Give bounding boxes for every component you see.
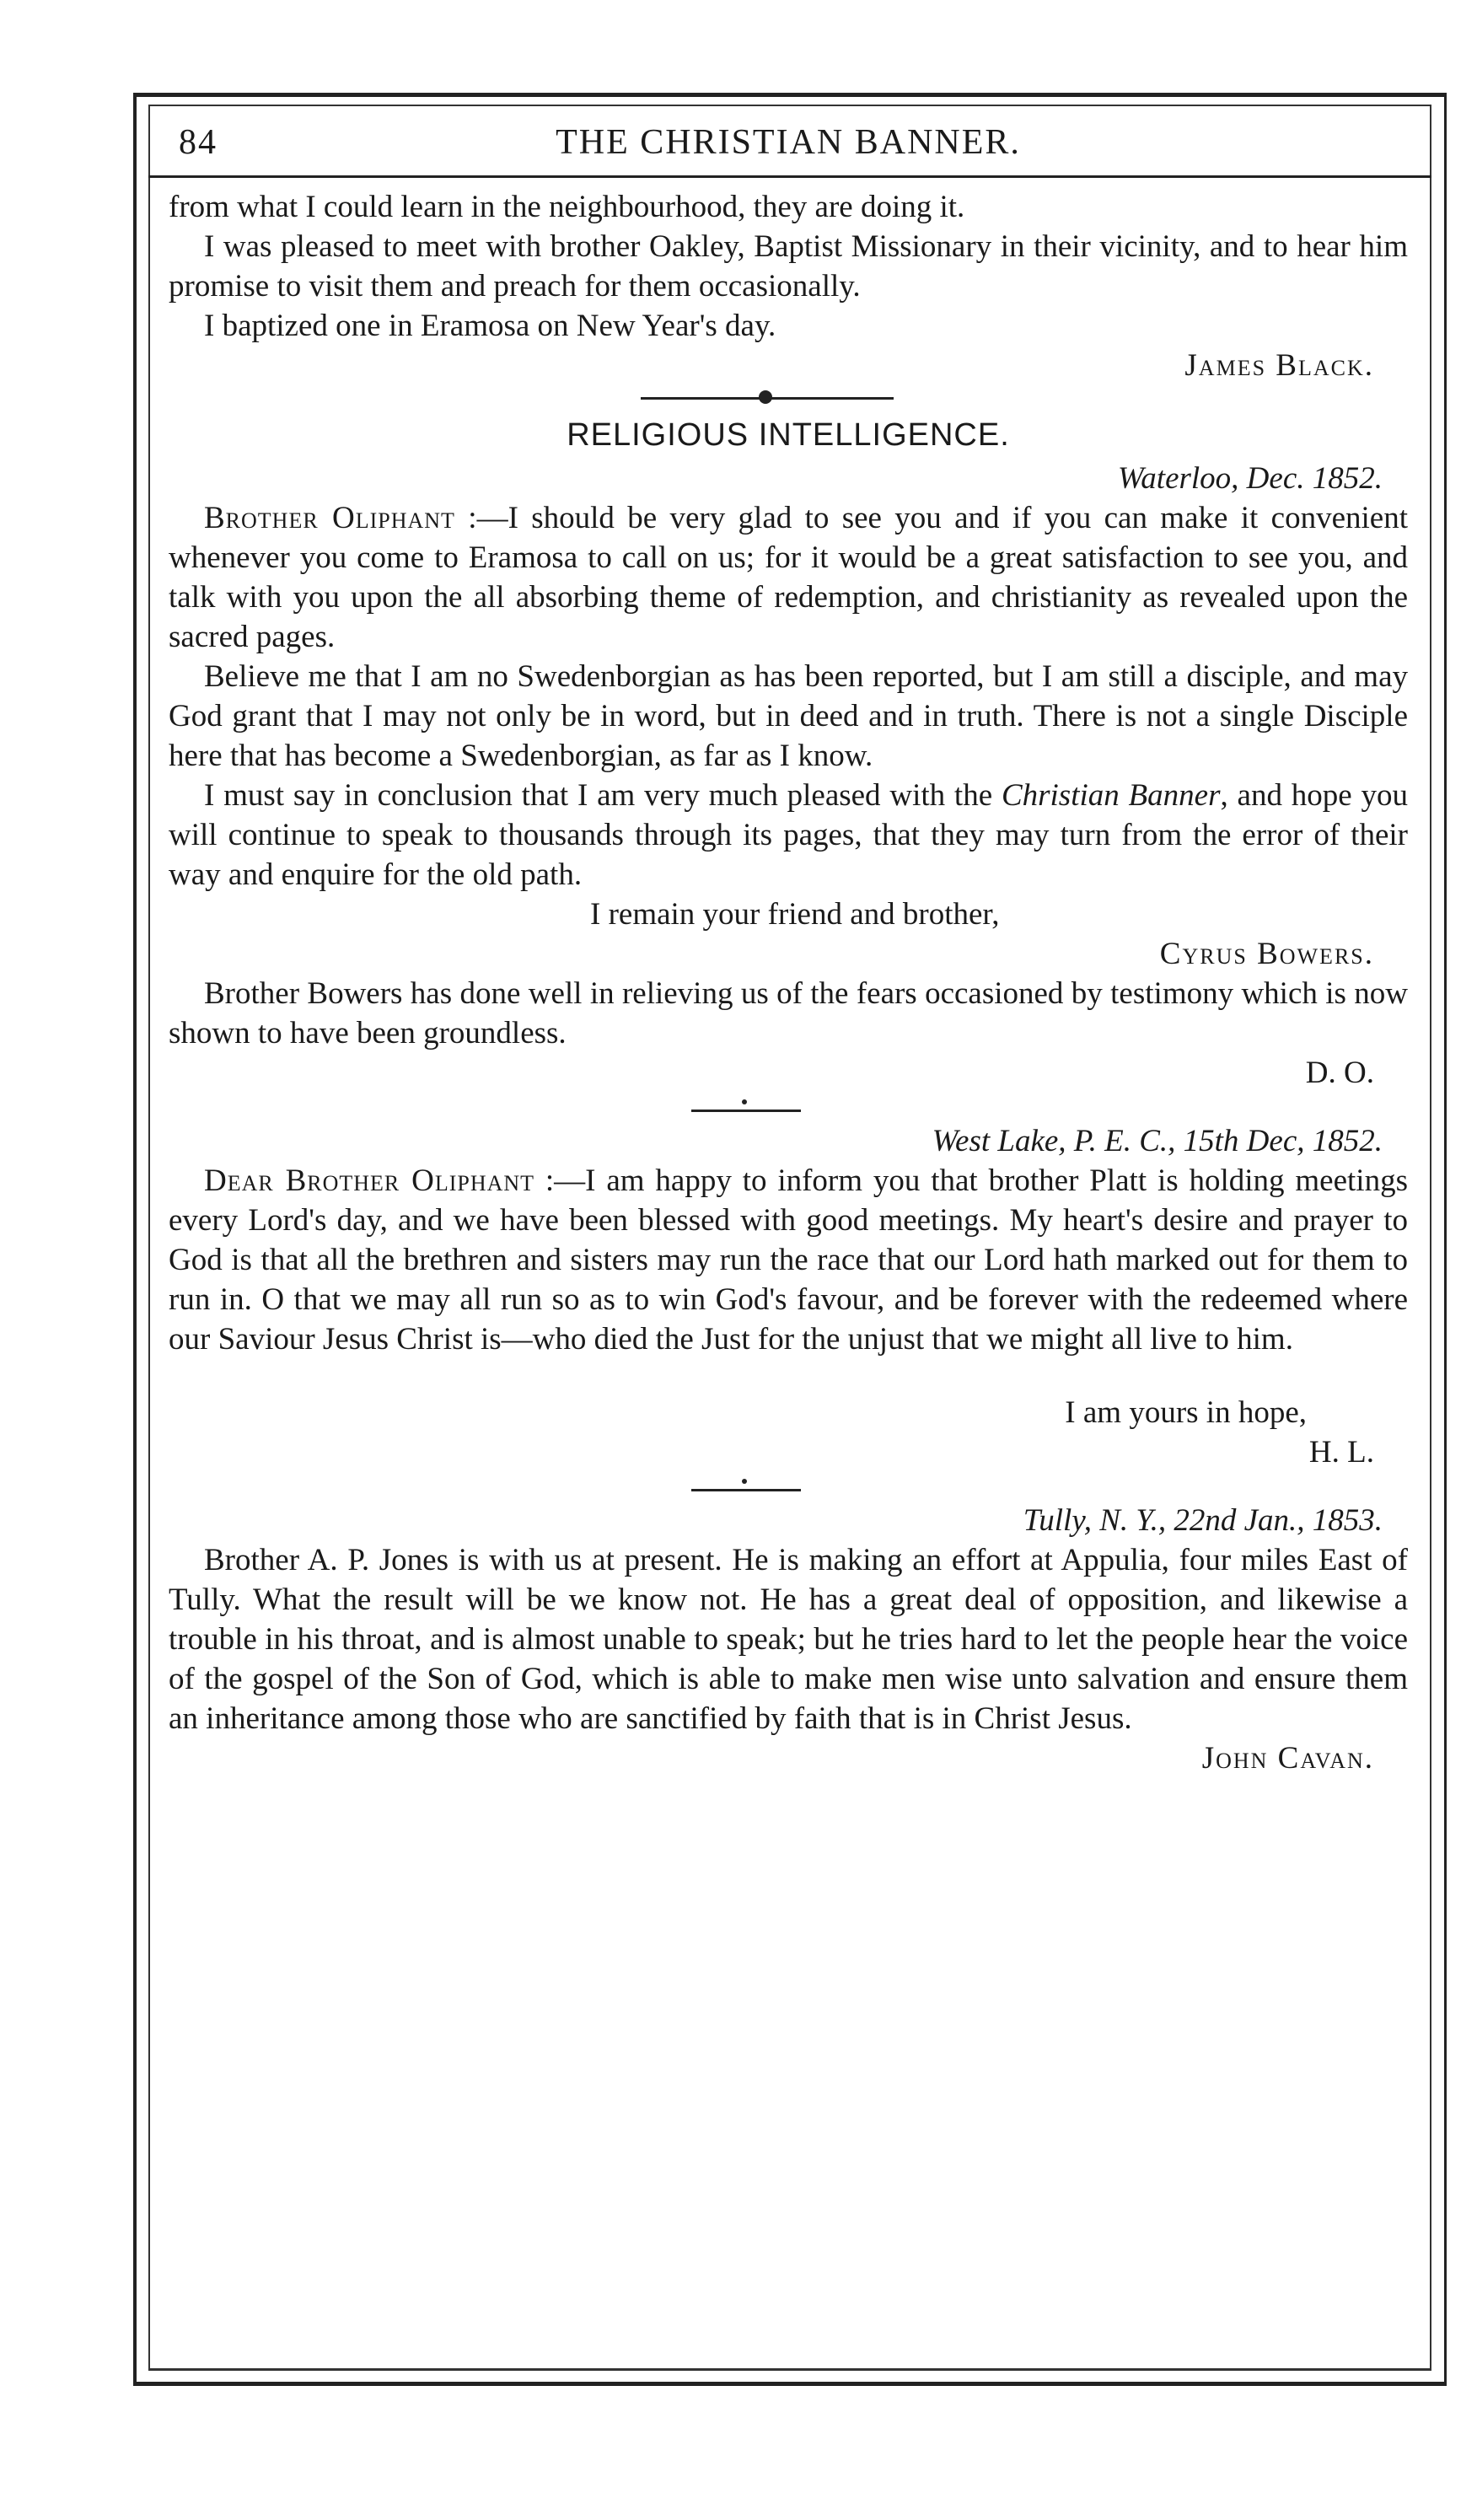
letter1-line-1: from what I could learn in the neighbourhood, they are doing it.	[169, 190, 965, 224]
letter2-para-3: I must say in conclusion that I am very much pleased with the Christian Banner, and hope you will continue to speak to thousands through its pages, that they may turn from the error of their way and enquire for the old path.	[169, 778, 1408, 892]
letter1-line-3: I baptized one in Eramosa on New Year's day.	[204, 309, 776, 343]
section-title: RELIGIOUS INTELLIGENCE.	[567, 417, 1010, 453]
letter1-signature: James Black.	[1184, 348, 1374, 383]
letter4-signature: John Cavan.	[1201, 1741, 1374, 1776]
letter2-signature: Cyrus Bowers.	[1159, 937, 1374, 971]
page-body	[169, 187, 1408, 1778]
letter2-closing: I remain your friend and brother,	[590, 897, 1000, 932]
running-title: THE CHRISTIAN BANNER.	[556, 123, 1021, 162]
letter3-signature: H. L.	[1308, 1435, 1374, 1470]
publication-title: Christian Banner	[1001, 778, 1221, 813]
letter2-dateline: Waterloo, Dec. 1852.	[1117, 461, 1383, 496]
divider-short-1	[169, 1093, 1408, 1121]
letter3-body: Dear Brother Oliphant :—I am happy to inform you that brother Platt is holding meetings every Lord's day, and we have been blessed with good meetings. My heart's desire and prayer to God is that all the brethren and sisters may run the race that our Lord hath marked out for them to run in. O that we may all run so as to win God's favour, and be forever with the redeemed where our Saviour Jesus Christ is—who died the Just for the unjust that we might all live to him.	[169, 1163, 1408, 1357]
page-number: 84	[179, 123, 218, 162]
section-divider	[169, 385, 1408, 411]
letter3-salutation: Dear Brother Oliphant	[204, 1163, 535, 1198]
page	[169, 110, 1408, 1778]
letter4-body: Brother A. P. Jones is with us at present. He is making an effort at Appulia, four miles East of Tully. What the result will be we know not. He has a great deal of opposition, and likewise a trouble in his throat, and is almost unable to speak; but he tries hard to let the people hear the voice of the gospel of the Son of God, which is able to make men wise unto salvation and ensure them an inheritance among those who are sanctified by faith that is in Christ Jesus.	[169, 1543, 1408, 1736]
letter2-para-2: Believe me that I am no Swedenborgian as has been reported, but I am still a disciple, and may God grant that I may not only be in word, but in deed and in truth. There is not a single Disciple here that has become a Swedenborgian, as far as I know.	[169, 659, 1408, 773]
editor-note: Brother Bowers has done well in relieving us of the fears occasioned by testimony which is now shown to have been groundless.	[169, 976, 1408, 1050]
letter2-para-1: Brother Oliphant :—I should be very glad to see you and if you can make it convenient whenever you come to Eramosa to call on us; for it would be a great satisfaction to see you, and talk with you upon the all absorbing theme of redemption, and christianity as revealed upon the sacred pages.	[169, 501, 1408, 654]
divider-short-2	[169, 1472, 1408, 1501]
editor-initials: D. O.	[1305, 1056, 1374, 1090]
letter2-salutation: Brother Oliphant	[204, 501, 455, 535]
letter4-dateline: Tully, N. Y., 22nd Jan., 1853.	[1023, 1503, 1383, 1538]
letter3-dateline: West Lake, P. E. C., 15th Dec, 1852.	[932, 1124, 1383, 1158]
letter3-closing: I am yours in hope,	[1065, 1395, 1307, 1430]
letter1-line-2: I was pleased to meet with brother Oakley, Baptist Missionary in their vicinity, and to hear him promise to visit them and preach for them occasionally.	[169, 229, 1408, 304]
running-header	[169, 110, 1408, 175]
